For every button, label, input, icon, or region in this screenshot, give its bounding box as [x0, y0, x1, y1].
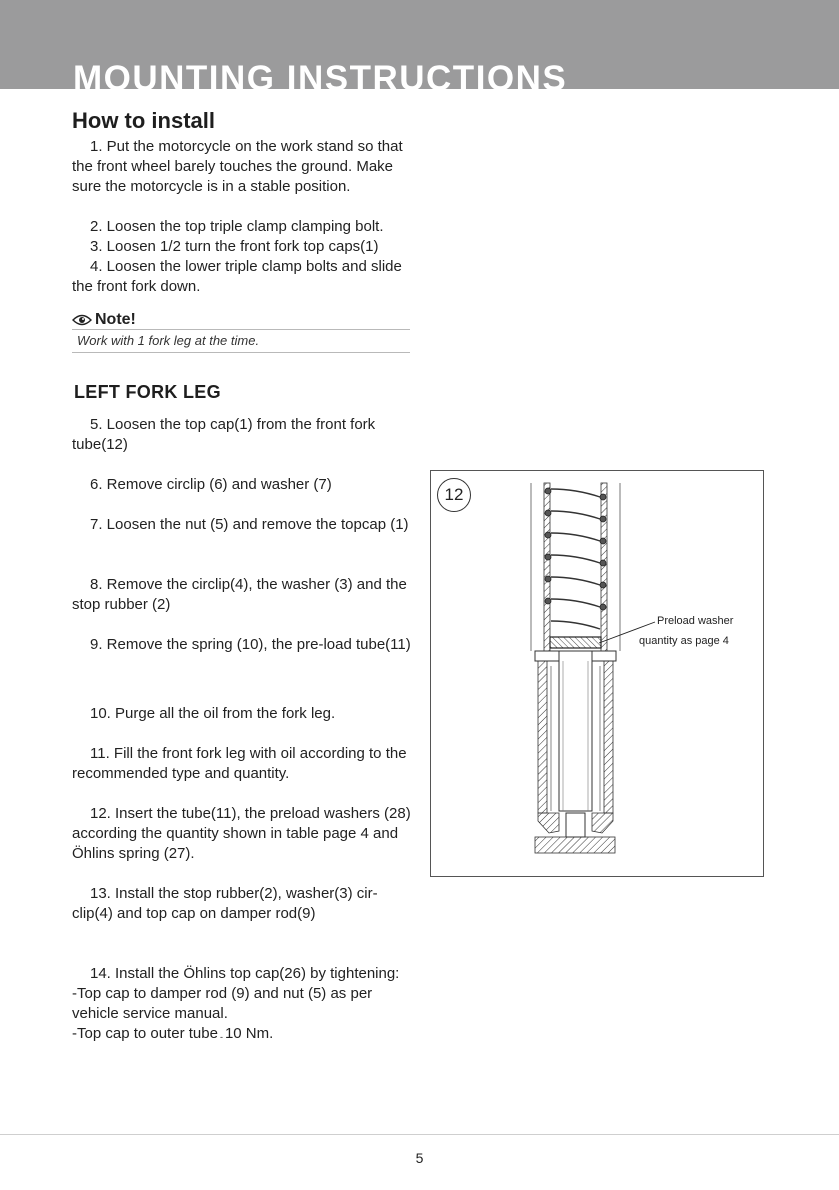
lower-right-wall [604, 661, 613, 813]
fork-step-9: 9. Remove the spring (10), the pre-load tube(11) [90, 636, 411, 653]
lower-left-wall [538, 661, 547, 813]
note-box [72, 311, 410, 353]
install-step-4: 4. Loosen the lower triple clamp bolts and slide the front fork down. [72, 258, 402, 295]
fork-step-14-intro: 14. Install the Öhlins top cap(26) by tightening: [90, 965, 400, 982]
fork-step-14 [72, 964, 417, 1047]
how-to-install-heading: How to install [72, 108, 215, 133]
fork-spring [551, 489, 600, 629]
page-title: MOUNTING INSTRUCTIONS [73, 59, 568, 89]
fork-step-14-line-2: -Top cap to outer tube - 10 Nm. [72, 1025, 274, 1042]
fork-step-13: 13. Install the stop rubber(2), washer(3) cir-clip(4) and top cap on damper rod(9) [72, 885, 378, 922]
note-text: Work with 1 fork leg at the time. [77, 333, 260, 348]
preload-tube [559, 651, 592, 811]
bottom-right-shoulder [592, 813, 613, 833]
footer-rule [0, 1134, 839, 1135]
note-header [72, 311, 410, 329]
note-title: Note! [95, 311, 136, 328]
fork-step-14-line-1: -Top cap to damper rod (9) and nut (5) as per vehicle service manual. [72, 985, 373, 1022]
header-band [0, 0, 839, 89]
fork-diagram-figure [430, 470, 764, 877]
fork-step-5: 5. Loosen the top cap(1) from the front fork tube(12) [72, 416, 376, 453]
eye-icon [72, 313, 92, 327]
callout-label-line-2: quantity as page 4 [639, 635, 729, 647]
fork-step-7: 7. Loosen the nut (5) and remove the topcap (1) [90, 516, 409, 533]
fork-step-12: 12. Insert the tube(11), the preload washers (28) according the quantity shown in table page 4 and Öhlins spring (27). [72, 805, 411, 862]
fork-step-8: 8. Remove the circlip(4), the washer (3) and the stop rubber (2) [72, 576, 407, 613]
preload-washer [550, 637, 601, 648]
fork-step-10: 10. Purge all the oil from the fork leg. [90, 705, 336, 722]
fork-cross-section-drawing [431, 471, 763, 876]
install-step-1: 1. Put the motorcycle on the work stand so that the front wheel barely touches the ground. Make sure the motorcycle is in a stable position. [72, 138, 403, 195]
left-fork-leg-heading: LEFT FORK LEG [74, 382, 221, 402]
outer-tube-right-wall [601, 483, 607, 651]
page-number: 5 [415, 1150, 424, 1166]
figure-number-badge: 12 [437, 478, 471, 512]
install-step-3: 3. Loosen 1/2 turn the front fork top caps(1) [90, 238, 379, 255]
note-bottom-rule [72, 352, 410, 353]
install-step-2: 2. Loosen the top triple clamp clamping bolt. [90, 218, 384, 235]
fork-step-6: 6. Remove circlip (6) and washer (7) [90, 476, 332, 493]
fork-step-11: 11. Fill the front fork leg with oil according to the recommended type and quantity. [72, 745, 407, 782]
outer-tube-left-wall [544, 483, 550, 651]
fork-base [535, 837, 615, 853]
callout-label-line-1: Preload washer [657, 615, 734, 627]
bottom-left-shoulder [538, 813, 559, 833]
